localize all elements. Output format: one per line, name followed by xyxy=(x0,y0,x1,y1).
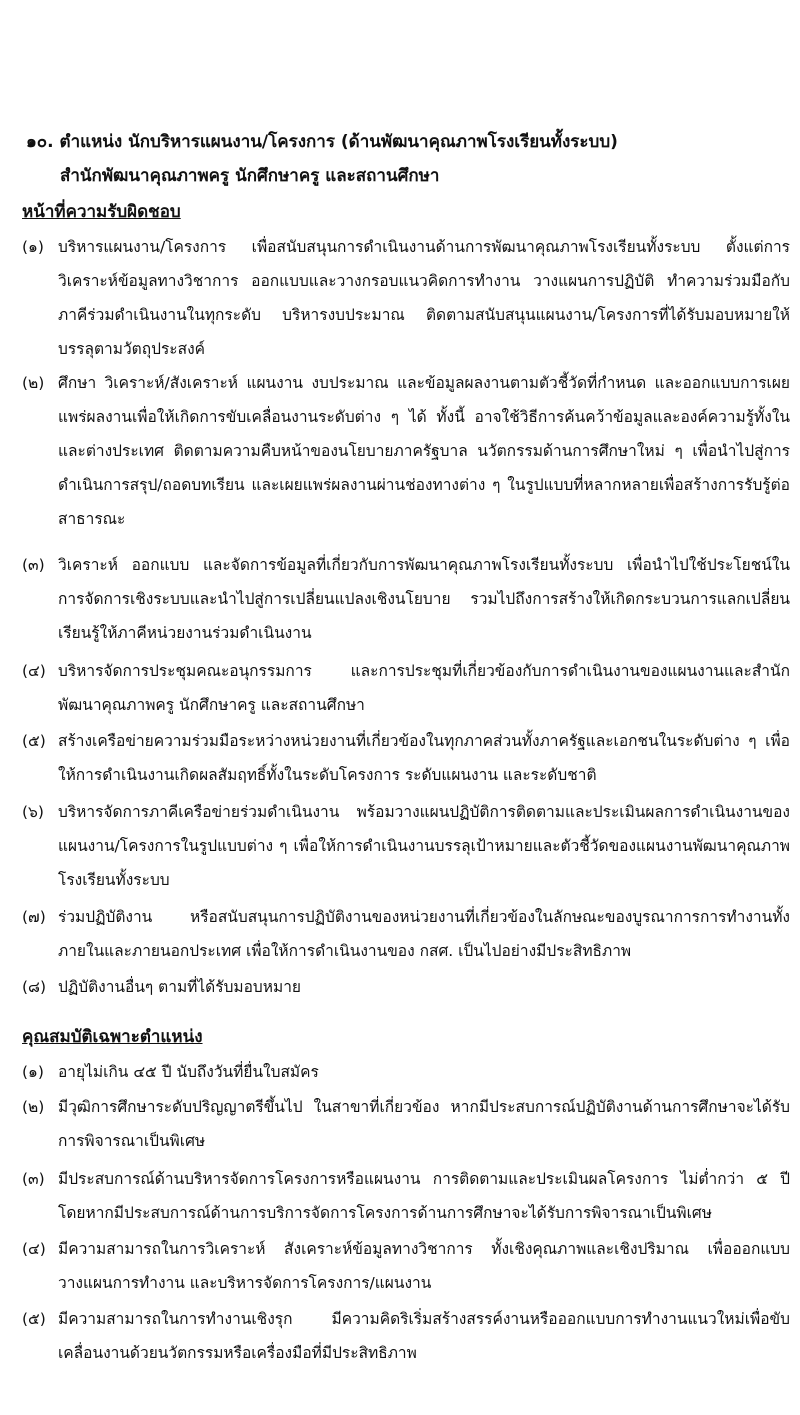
qualification-text: มีความสามารถในการวิเคราะห์ สังเคราะห์ข้อมูลทางวิชาการ ทั้งเชิงคุณภาพและเชิงปริมาณ เพื่อออกแบบวางแผนการทำงาน และบริหารจัดการโครงการ/แผนงาน xyxy=(58,1240,790,1292)
duty-item xyxy=(22,654,790,722)
duty-item xyxy=(22,795,790,897)
duty-text: บริหารจัดการประชุมคณะอนุกรรมการ และการประชุมที่เกี่ยวข้องกับการดำเนินงานของแผนงานและสำนักพัฒนาคุณภาพครู นักศึกษาครู และสถานศึกษา xyxy=(58,662,790,714)
qualification-item xyxy=(22,1302,790,1370)
qualification-number: (๓) xyxy=(22,1170,45,1188)
duty-number: (๑) xyxy=(22,238,44,256)
duty-text: ร่วมปฏิบัติงาน หรือสนับสนุนการปฏิบัติงานของหน่วยงานที่เกี่ยวข้องในลักษณะของบูรณาการการทำงานทั้งภายในและภายนอกประเทศ เพื่อให้การดำเนินงานของ กสศ. เป็นไปอย่างมีประสิทธิภาพ xyxy=(58,908,790,960)
duty-item xyxy=(22,724,790,792)
qualification-number: (๑) xyxy=(22,1063,44,1081)
duty-text: ศึกษา วิเคราะห์/สังเคราะห์ แผนงาน งบประมาณ และข้อมูลผลงานตามตัวชี้วัดที่กำหนด และออกแบบการเผยแพร่ผลงานเพื่อให้เกิดการขับเคลื่อนงานระดับต่าง ๆ ได้ ทั้งนี้ อาจใช้วิธีการค้นคว้าข้อมูลและองค์ความรู้ทั้งในและต่างประเทศ ติดตามความคืบหน้าของนโยบายภาครัฐบาล นวัตกรรมด้านการศึกษาใหม่ ๆ เพื่อนำไปสู่การดำเนินการสรุป/ถอดบทเรียน และเผยแพร่ผลงานผ่านช่องทางต่าง ๆ ในรูปแบบที่หลากหลายเพื่อสร้างการรับรู้ต่อสาธารณะ xyxy=(58,374,790,528)
qualification-number: (๒) xyxy=(22,1098,45,1116)
qualification-text: อายุไม่เกิน ๔๕ ปี นับถึงวันที่ยื่นใบสมัคร xyxy=(58,1063,319,1081)
department-subtitle: สำนักพัฒนาคุณภาพครู นักศึกษาครู และสถานศึกษา xyxy=(60,166,440,186)
duty-text: บริหารแผนงาน/โครงการ เพื่อสนับสนุนการดำเนินงานด้านการพัฒนาคุณภาพโรงเรียนทั้งระบบ ตั้งแต่การวิเคราะห์ข้อมูลทางวิชาการ ออกแบบและวางกรอบแนวคิดการทำงาน วางแผนการปฏิบัติ ทำความร่วมมือกับภาคีร่วมดำเนินงานในทุกระดับ บริหารงบประมาณ ติดตามสนับสนุนแผนงาน/โครงการที่ได้รับมอบหมายให้บรรลุตามวัตถุประสงค์ xyxy=(58,238,790,358)
position-title: ๑๐. ตำแหน่ง นักบริหารแผนงาน/โครงการ (ด้านพัฒนาคุณภาพโรงเรียนทั้งระบบ) xyxy=(26,132,618,152)
qualification-text: มีประสบการณ์ด้านบริหารจัดการโครงการหรือแผนงาน การติดตามและประเมินผลโครงการ ไม่ต่ำกว่า ๕ ปี โดยหากมีประสบการณ์ด้านการบริการจัดการโครงการด้านการศึกษาจะได้รับการพิจารณาเป็นพิเศษ xyxy=(58,1170,790,1222)
duty-item xyxy=(22,548,790,650)
qualification-text: มีความสามารถในการทำงานเชิงรุก มีความคิดริเริ่มสร้างสรรค์งานหรือออกแบบการทำงานแนวใหม่เพื่อขับเคลื่อนงานด้วยนวัตกรรมหรือเครื่องมือที่มีประสิทธิภาพ xyxy=(58,1310,790,1362)
duty-item xyxy=(22,230,790,366)
duty-text: บริหารจัดการภาคีเครือข่ายร่วมดำเนินงาน พร้อมวางแผนปฏิบัติการติดตามและประเมินผลการดำเนินงานของแผนงาน/โครงการในรูปแบบต่าง ๆ เพื่อให้การดำเนินงานบรรลุเป้าหมายและตัวชี้วัดของแผนงานพัฒนาคุณภาพโรงเรียนทั้งระบบ xyxy=(58,803,790,889)
duty-number: (๓) xyxy=(22,556,45,574)
duty-number: (๔) xyxy=(22,662,46,680)
duty-text: สร้างเครือข่ายความร่วมมือระหว่างหน่วยงานที่เกี่ยวข้องในทุกภาคส่วนทั้งภาครัฐและเอกชนในระดับต่าง ๆ เพื่อให้การดำเนินงานเกิดผลสัมฤทธิ์ทั้งในระดับโครงการ ระดับแผนงาน และระดับชาติ xyxy=(58,732,790,784)
duty-item xyxy=(22,900,790,968)
duty-item xyxy=(22,970,790,1004)
duty-number: (๘) xyxy=(22,978,47,996)
qualification-item xyxy=(22,1090,790,1158)
qualification-item xyxy=(22,1055,790,1089)
qualification-item xyxy=(22,1232,790,1300)
duty-number: (๖) xyxy=(22,803,44,821)
qualification-text: มีวุฒิการศึกษาระดับปริญญาตรีขึ้นไป ในสาขาที่เกี่ยวข้อง หากมีประสบการณ์ปฏิบัติงานด้านการศึกษาจะได้รับการพิจารณาเป็นพิเศษ xyxy=(58,1098,790,1150)
qualification-number: (๔) xyxy=(22,1240,46,1258)
duty-item xyxy=(22,366,790,536)
duty-number: (๗) xyxy=(22,908,46,926)
qualification-item xyxy=(22,1162,790,1230)
duty-number: (๒) xyxy=(22,374,45,392)
qualification-number: (๕) xyxy=(22,1310,46,1328)
duty-number: (๕) xyxy=(22,732,46,750)
qualifications-heading: คุณสมบัติเฉพาะตำแหน่ง xyxy=(22,1027,203,1047)
duties-heading: หน้าที่ความรับผิดชอบ xyxy=(22,202,181,222)
duty-text: วิเคราะห์ ออกแบบ และจัดการข้อมูลที่เกี่ยวกับการพัฒนาคุณภาพโรงเรียนทั้งระบบ เพื่อนำไปใช้ประโยชน์ในการจัดการเชิงระบบและนำไปสู่การเปลี่ยนแปลงเชิงนโยบาย รวมไปถึงการสร้างให้เกิดกระบวนการแลกเปลี่ยนเรียนรู้ให้ภาคีหน่วยงานร่วมดำเนินงาน xyxy=(58,556,790,642)
duty-text: ปฏิบัติงานอื่นๆ ตามที่ได้รับมอบหมาย xyxy=(58,978,301,996)
